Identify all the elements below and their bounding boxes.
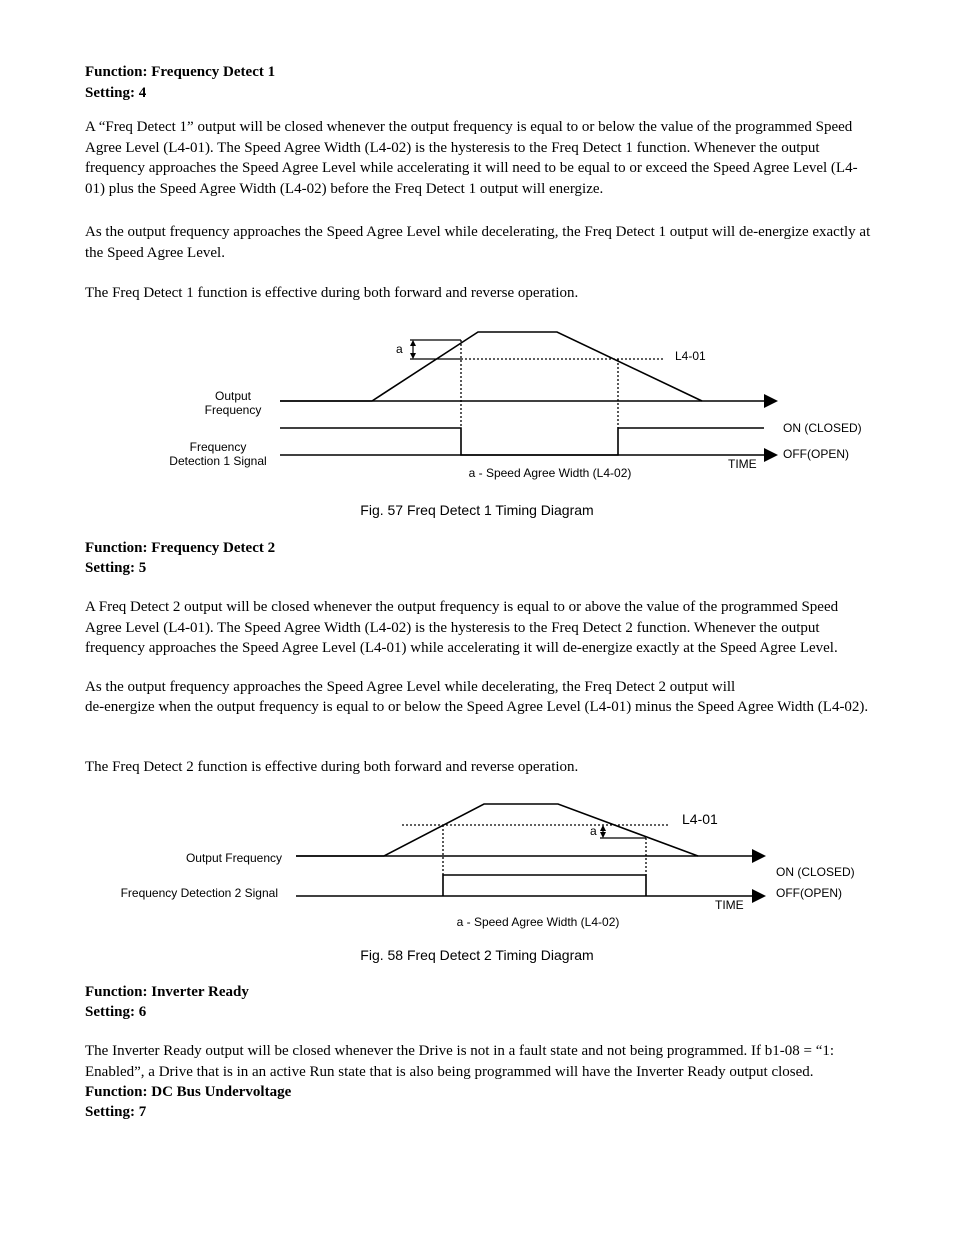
fig57-width-note: a - Speed Agree Width (L4-02): [468, 466, 632, 480]
fig58-time-label: TIME: [715, 898, 744, 912]
section3-setting: Setting: 6: [85, 1004, 147, 1020]
fig58-l401-label: L4-01: [682, 811, 718, 827]
section1-setting: Setting: 4: [85, 85, 147, 101]
fig57-frequency-ramp: [280, 332, 702, 401]
fig58-width-note: a - Speed Agree Width (L4-02): [456, 915, 620, 929]
section2-heading: Function: Frequency Detect 2: [85, 540, 276, 556]
section3-paragraph-1: The Inverter Ready output will be closed whenever the Drive is not in a fault state and not being programmed. If b1-08 = “1: Enabled”, a Drive that is in an active Run state that is also being programmed will have the Inverter Ready output closed.: [85, 1043, 835, 1080]
section2-paragraph-2b: de-energize when the output frequency is equal to or below the Speed Agree Level (L4-01) minus the Speed Agree Width (L4-02).: [85, 699, 869, 715]
section4-heading: Function: DC Bus Undervoltage: [85, 1084, 292, 1100]
fig57-signal-waveform: [280, 428, 764, 455]
fig58-off-label: OFF(OPEN): [776, 886, 842, 900]
section2-paragraph-1: A Freq Detect 2 output will be closed whenever the output frequency is equal to or above the value of the programmed Speed Agree Level (L4-01). The Speed Agree Width (L4-02) is the hysteresis to the Freq Detect 2 function. Whenever the output frequency approaches the Speed Agree Level (L4-01) while accelerating it will de-energize exactly at the Speed Agree Level.: [85, 599, 839, 656]
fig57-on-label: ON (CLOSED): [783, 421, 862, 435]
fig57-signal-label-1: Frequency: [189, 440, 247, 454]
section4-setting: Setting: 7: [85, 1104, 147, 1120]
fig57-output-label-1: Output: [214, 389, 252, 403]
fig58-frequency-ramp: [296, 804, 698, 856]
section3-heading: Function: Inverter Ready: [85, 984, 249, 1000]
fig58-output-label: Output Frequency: [185, 851, 282, 865]
fig57-output-label-2: Frequency: [204, 403, 262, 417]
fig58-dim-arrow-up: [600, 825, 606, 831]
fig57-off-label: OFF(OPEN): [783, 447, 849, 461]
fig58-on-label: ON (CLOSED): [776, 865, 855, 879]
fig57-signal-label-2: Detection 1 Signal: [169, 454, 267, 468]
section2-paragraph-2a: As the output frequency approaches the Speed Agree Level while decelerating, the Freq Detect 2 output will: [85, 679, 736, 695]
fig57-output-arrowhead: [764, 394, 778, 408]
section2-setting: Setting: 5: [85, 560, 147, 576]
fig58-signal-label: Frequency Detection 2 Signal: [120, 886, 278, 900]
fig58-a-label: a: [590, 824, 597, 838]
fig58-signal-arrowhead: [752, 889, 766, 903]
fig57-a-label: a: [396, 342, 403, 356]
fig58-output-arrowhead: [752, 849, 766, 863]
section1-paragraph-2: As the output frequency approaches the Speed Agree Level while decelerating, the Freq Detect 1 output will de-energize exactly at the Speed Agree Level.: [85, 224, 871, 261]
fig58-signal-waveform: [443, 875, 646, 896]
fig57-timing-diagram: [0, 320, 954, 490]
section1-paragraph-1: A “Freq Detect 1” output will be closed whenever the output frequency is equal to or below the value of the programmed Speed Agree Level (L4-01). The Speed Agree Width (L4-02) is the hysteresis to the Freq Detect 1 function. Whenever the output frequency approaches the Speed Agree Level while accelerating it will need to be equal to or exceed the Speed Agree Level (L4-01) plus the Speed Agree Width (L4-02) before the Freq Detect 1 output will energize.: [85, 119, 858, 197]
fig58-caption: Fig. 58 Freq Detect 2 Timing Diagram: [360, 947, 594, 963]
fig57-caption: Fig. 57 Freq Detect 1 Timing Diagram: [360, 502, 594, 518]
fig58-dim-arrow-down: [600, 832, 606, 838]
fig57-dim-arrow-up: [410, 340, 416, 346]
section2-paragraph-3: The Freq Detect 2 function is effective during both forward and reverse operation.: [85, 759, 579, 775]
fig58-timing-diagram: [0, 790, 954, 940]
fig57-signal-arrowhead: [764, 448, 778, 462]
fig57-l401-label: L4-01: [675, 349, 706, 363]
fig57-dim-arrow-down: [410, 353, 416, 359]
fig57-time-label: TIME: [728, 457, 757, 471]
section1-paragraph-3: The Freq Detect 1 function is effective during both forward and reverse operation.: [85, 285, 579, 301]
section1-heading: Function: Frequency Detect 1: [85, 64, 276, 80]
